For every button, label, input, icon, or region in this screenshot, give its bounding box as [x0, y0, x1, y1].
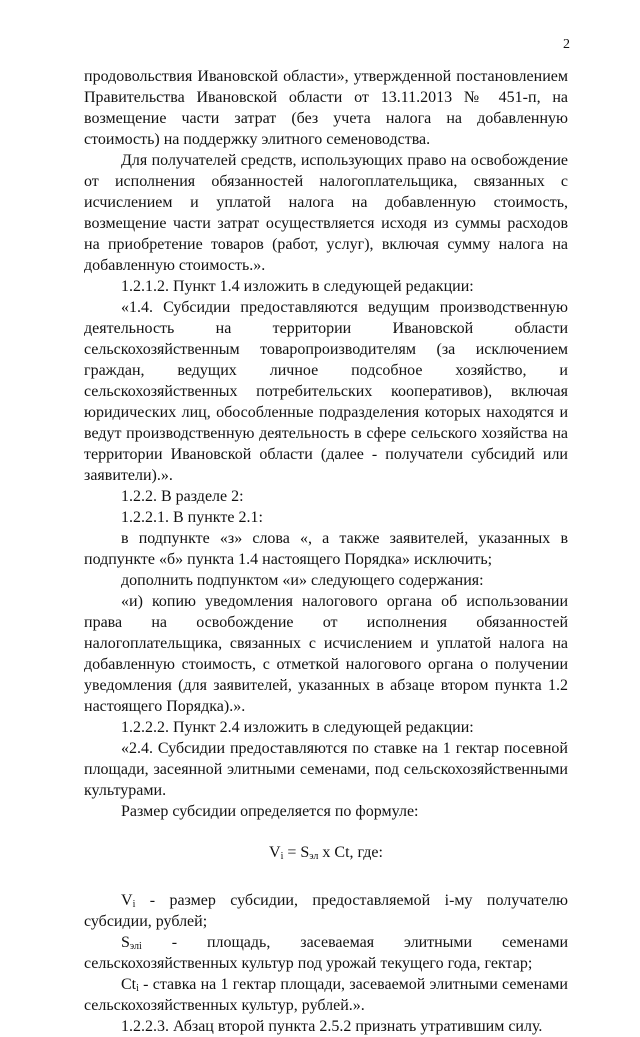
paragraph-subitem-i-text: «и) копию уведомления налогового органа об использовании права на освобождение от исполнения обязанностей налогоплательщика, связанных с исчислением и уплатой налога на добавленную стоимость, с отметкой налогового органа о получении уведомления (для заявителей, указанных в абзаце втором пункта 1.2 настоящего Порядка).». — [84, 593, 568, 715]
document-body — [84, 66, 568, 1037]
paragraph-subsidies-2-4: «2.4. Субсидии предоставляются по ставке на 1 гектар посевной площади, засеянной элитными семенами, под сельскохозяйственными культурами. — [84, 740, 568, 799]
paragraph-intro: продовольствия Ивановской области», утвержденной постановлением Правительства Ивановской области от 13.11.2013 № 451-п, на возмещение части затрат (без учета налога на добавленную стоимость) на поддержку элитного семеноводства. — [84, 68, 568, 148]
definition-s-word1: площадь, — [206, 934, 271, 951]
definition-vi-text: - размер субсидии, предоставляемой i-му получателю субсидии, рублей; — [84, 892, 568, 930]
paragraph-item-1-2-2-3: 1.2.2.3. Абзац второй пункта 2.5.2 признать утратившим силу. — [121, 1018, 543, 1035]
definition-s-sub: элi — [129, 941, 142, 952]
subsidy-formula — [84, 842, 568, 863]
page-number: 2 — [563, 37, 570, 52]
definition-cti-symbol: Ct — [121, 976, 137, 993]
paragraph-item-1-2-1-2: 1.2.1.2. Пункт 1.4 изложить в следующей редакции: — [121, 278, 474, 295]
definition-vi-symbol: V — [121, 892, 133, 909]
definition-s-line1 — [84, 932, 568, 953]
formula-v: V — [269, 844, 281, 861]
definition-s-word3: элитными — [404, 934, 473, 951]
formula-eq: = S — [283, 844, 310, 861]
definition-vi — [84, 890, 568, 932]
definition-s-word2: засеваемая — [300, 934, 375, 951]
definition-vi-sub: i — [132, 899, 136, 910]
paragraph-formula-intro: Размер субсидии определяется по формуле: — [121, 803, 419, 820]
formula-rest: x Ct, где: — [318, 844, 383, 861]
definition-s-dash: - — [171, 934, 178, 951]
definition-cti-text: - ставка на 1 гектар площади, засеваемой элитными семенами сельскохозяйственных культур, рублей.». — [84, 976, 568, 1014]
definition-s-symbol: S — [121, 934, 130, 951]
paragraph-item-1-2-2: 1.2.2. В разделе 2: — [121, 488, 244, 505]
formula-v-sub: i — [280, 851, 284, 862]
definition-cti-sub: i — [136, 983, 139, 994]
definition-cti — [84, 974, 568, 1016]
paragraph-subitem-z: в подпункте «з» слова «, а также заявителей, указанных в подпункте «б» пункта 1.4 настоящего Порядка» исключить; — [84, 530, 568, 568]
formula-s-sub: эл — [309, 851, 319, 862]
paragraph-add-subitem-i: дополнить подпунктом «и» следующего содержания: — [121, 572, 484, 589]
paragraph-vat-recipients: Для получателей средств, использующих право на освобождение от исполнения обязанностей налогоплательщика, связанных с исчислением и уплатой налога на добавленную стоимость, возмещение части затрат осуществляется исходя из суммы расходов на приобретение товаров (работ, услуг), включая сумму налога на добавленную стоимость.». — [84, 152, 568, 274]
definition-s-line2: сельскохозяйственных культур под урожай текущего года, гектар; — [84, 955, 533, 972]
paragraph-subsidies-1-4: «1.4. Субсидии предоставляются ведущим производственную деятельность на территории Ивановской области сельскохозяйственным товаропроизводителям (за исключением граждан, ведущих личное подсобное хозяйство, и сельскохозяйственных потребительских кооперативов), включая юридических лиц, обособленные подразделения которых находятся и ведут производственную деятельность в сфере сельского хозяйства на территории Ивановской области (далее - получатели субсидий или заявители).». — [84, 299, 568, 484]
definition-s-word4: семенами — [502, 934, 569, 951]
paragraph-item-1-2-2-1: 1.2.2.1. В пункте 2.1: — [121, 509, 263, 526]
paragraph-item-1-2-2-2: 1.2.2.2. Пункт 2.4 изложить в следующей редакции: — [121, 719, 474, 736]
